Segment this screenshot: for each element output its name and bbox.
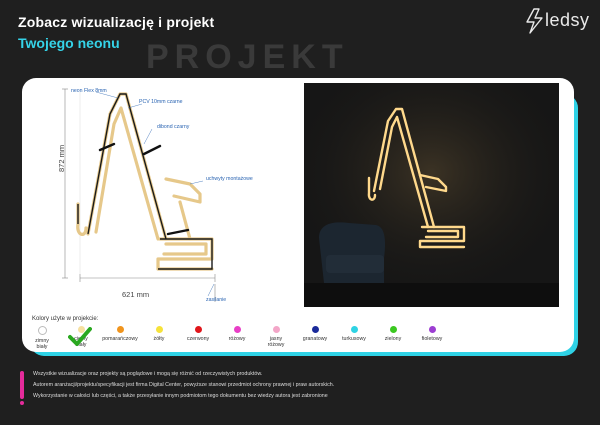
color-name: jasny różowy: [267, 336, 285, 349]
color-dot: [312, 326, 319, 333]
page-title: Zobacz wizualizację i projekt: [18, 14, 215, 30]
label-mounts: uchwyty montażowe: [206, 176, 253, 182]
color-dot: [273, 326, 280, 333]
technical-drawing: [40, 84, 285, 314]
color-swatch: [24, 326, 60, 351]
brand-logo: [525, 6, 595, 38]
page-subtitle: Twojego neonu: [18, 35, 120, 51]
color-name: fioletowy: [421, 336, 443, 342]
color-dot: [234, 326, 241, 333]
footer-exclamation-bar: [20, 371, 24, 399]
label-dibond: dibond czarny: [157, 124, 190, 130]
footer-copyright: Autorem aranżacji/projektu/specyfikacji jest firma Digital Center, powyższe stanowi przedmiot ochrony prawnej i praw autorskich.: [33, 382, 335, 388]
color-name: zimny biały: [35, 338, 49, 351]
color-swatch: [180, 326, 216, 342]
color-swatch: [414, 326, 450, 342]
color-dot: [351, 326, 358, 333]
color-dot: [195, 326, 202, 333]
color-swatch: [297, 326, 333, 342]
color-name: żółty: [153, 336, 165, 342]
color-name: czerwony: [186, 336, 210, 342]
color-name: pomarańczowy: [102, 336, 138, 342]
label-power: zasilanie: [206, 297, 227, 303]
label-pcv: PCV 10mm czarne: [139, 99, 183, 105]
projekt-watermark: PROJEKT: [146, 38, 349, 76]
color-swatch: [375, 326, 411, 342]
lightning-bolt-icon: [525, 8, 545, 34]
color-name: różowy: [228, 336, 246, 342]
neon-scene-image: [304, 83, 559, 307]
color-dot: [38, 326, 47, 335]
height-dimension: 872 mm: [57, 144, 66, 172]
color-swatch: [141, 326, 177, 342]
color-dot: [429, 326, 436, 333]
neon-visualization-photo: [304, 83, 559, 307]
color-swatch: [258, 326, 294, 349]
footer-exclamation-dot: [20, 401, 24, 405]
selected-check-icon: [68, 327, 92, 347]
color-name: zielony: [384, 336, 402, 342]
color-swatch: [102, 326, 138, 342]
color-dot: [156, 326, 163, 333]
brand-name: ledsy: [545, 10, 590, 30]
color-name: granatowy: [302, 336, 328, 342]
color-swatch: [219, 326, 255, 342]
colors-heading: Kolory użyte w projekcie:: [32, 316, 99, 322]
width-dimension: 621 mm: [122, 290, 150, 299]
color-dot: [117, 326, 124, 333]
color-name: ciepły biały: [74, 336, 88, 349]
color-dot: [390, 326, 397, 333]
color-name: turkusowy: [342, 336, 366, 342]
color-swatch: [336, 326, 372, 342]
label-neon-flex: neon Flex 8mm: [71, 88, 107, 94]
footer-disclaimer: Wszystkie wizualizacje oraz projekty są poglądowe i mogą się różnić od rzeczywistych produktów.: [33, 371, 263, 377]
footer-prohibition: Wykorzystanie w całości lub części, a także przesyłanie innym podmiotom tego dokumentu bez wiedzy autora jest zabronione: [33, 393, 328, 399]
